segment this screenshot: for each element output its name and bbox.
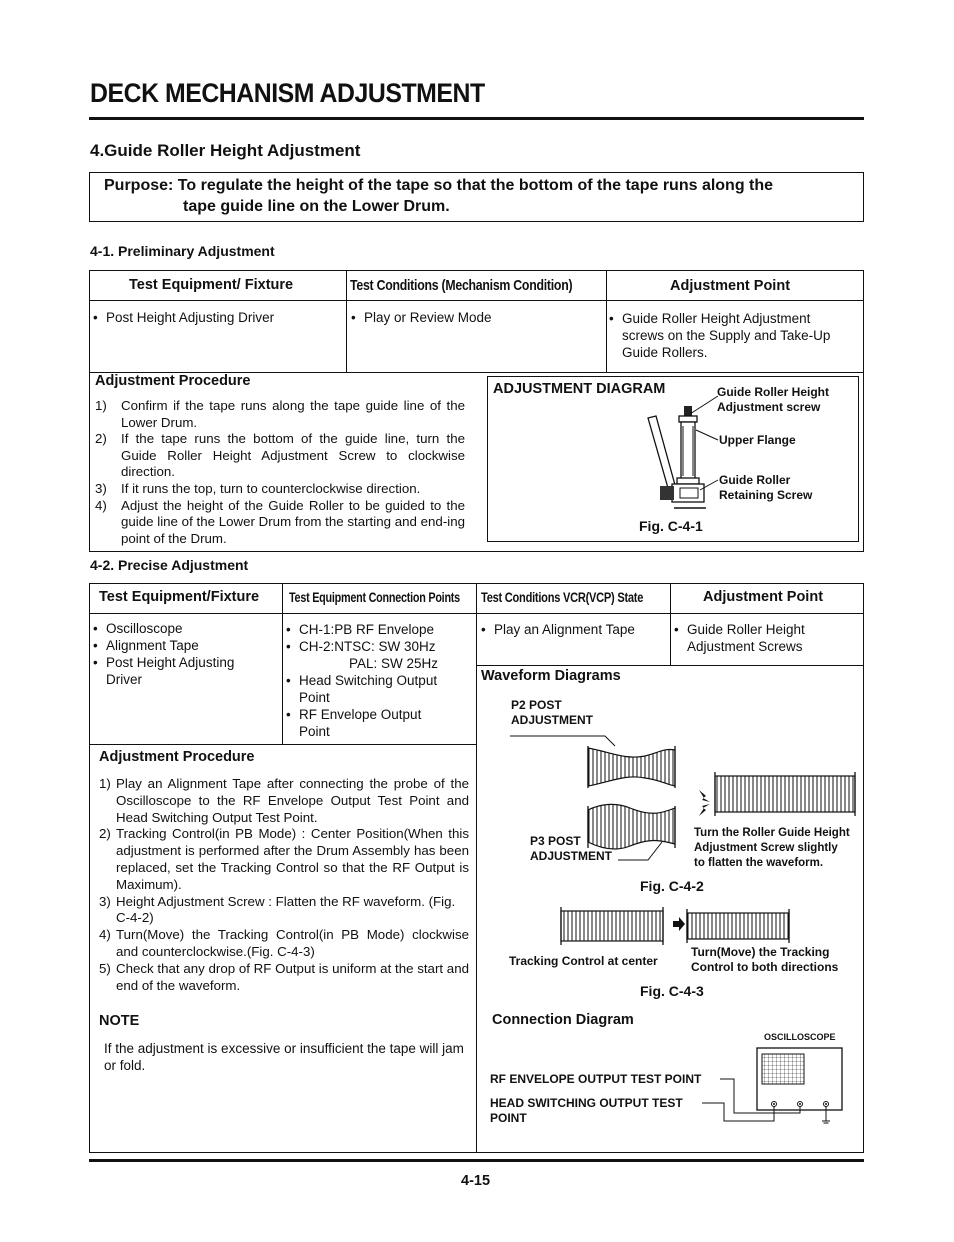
waveform-title: Waveform Diagrams bbox=[481, 668, 621, 684]
footer-rule bbox=[89, 1159, 864, 1162]
list-item: 1) Play an Alignment Tape after connecting the probe of the Oscilloscope to the RF Envelope Output Test Point and Head Switching Output Test Point. bbox=[99, 776, 469, 825]
waveform-center bbox=[561, 911, 663, 941]
list-item: • CH-2:NTSC: SW 30Hz PAL: SW 25Hz bbox=[286, 638, 471, 672]
fig-c-4-2: Fig. C-4-2 bbox=[640, 878, 704, 894]
precise-procedure-list bbox=[99, 776, 469, 994]
title-rule bbox=[89, 117, 864, 120]
list-item: 5) Check that any drop of RF Output is uniform at the start and end of the waveform. bbox=[99, 960, 469, 993]
prelim-col1-list bbox=[93, 309, 338, 326]
purpose-line1: Purpose: To regulate the height of the tape so that the bottom of the tape runs along the bbox=[104, 177, 774, 194]
lever-arm bbox=[648, 416, 675, 488]
adjust-screw bbox=[684, 406, 692, 416]
list-item: • Guide Roller Height Adjustment Screws bbox=[674, 621, 827, 655]
connection-title: Connection Diagram bbox=[492, 1012, 634, 1028]
list-item: 3) If it runs the top, turn to counterclockwise direction. bbox=[95, 480, 421, 496]
tracking-waveform-drawing bbox=[555, 905, 795, 947]
lower-flange bbox=[677, 478, 699, 484]
adjustment-diagram-title: ADJUSTMENT DIAGRAM bbox=[493, 381, 666, 397]
p2-label: P2 POST ADJUSTMENT bbox=[511, 698, 594, 727]
label-retaining-screw: Guide Roller Retaining Screw bbox=[719, 473, 813, 502]
list-item: • Guide Roller Height Adjustment screws on the Supply and Take-Up Guide Rollers. bbox=[609, 310, 854, 361]
list-item: • CH-1:PB RF Envelope bbox=[286, 621, 471, 638]
prelim-heading: 4-1. Preliminary Adjustment bbox=[90, 243, 275, 259]
arrow-right-icon bbox=[673, 917, 685, 931]
precise-col4-header: Adjustment Point bbox=[703, 589, 824, 605]
tracking-center-label: Tracking Control at center bbox=[509, 954, 658, 968]
list-item: 3) Height Adjustment Screw : Flatten the RF waveform. (Fig. C-4-2) bbox=[99, 893, 456, 926]
waveform-p2 bbox=[588, 748, 675, 786]
turn-roller-note: Turn the Roller Guide Height Adjustment Screw slightly to flatten the waveform. bbox=[694, 827, 850, 869]
guide-roller-drawing bbox=[630, 380, 730, 515]
waveform-flat bbox=[715, 776, 855, 812]
precise-procedure-title: Adjustment Procedure bbox=[99, 749, 255, 765]
list-item: • RF Envelope Output Point bbox=[286, 706, 439, 740]
precise-col4-list bbox=[674, 621, 859, 655]
arrow-down-icon bbox=[699, 790, 710, 802]
purpose-line2: tape guide line on the Lower Drum. bbox=[183, 198, 450, 215]
precise-col3-list bbox=[481, 621, 666, 638]
prelim-col2-header: Test Conditions (Mechanism Condition) bbox=[350, 277, 573, 294]
section-title: 4.Guide Roller Height Adjustment bbox=[90, 141, 361, 160]
oscilloscope-label: OSCILLOSCOPE bbox=[764, 1032, 836, 1042]
list-item: 1) Confirm if the tape runs along the tape guide line of the Lower Drum. bbox=[95, 398, 465, 430]
precise-col3-header: Test Conditions VCR(VCP) State bbox=[481, 590, 644, 605]
label-upper-flange: Upper Flange bbox=[719, 433, 796, 447]
precise-col1-list bbox=[93, 620, 278, 688]
list-item: • Play or Review Mode bbox=[351, 309, 596, 326]
prelim-col3-header: Adjustment Point bbox=[670, 278, 791, 294]
prelim-col2-list bbox=[351, 309, 596, 326]
prelim-col1-header: Test Equipment/ Fixture bbox=[129, 277, 294, 293]
list-item: 4) Turn(Move) the Tracking Control(in PB Mode) clockwise and counterclockwise.(Fig. C-4-3) bbox=[99, 927, 469, 959]
arrow-up-icon bbox=[699, 804, 710, 816]
precise-col1-header: Test Equipment/Fixture bbox=[99, 589, 260, 605]
list-item: • Post Height Adjusting Driver bbox=[93, 309, 338, 326]
p3-label: P3 POST ADJUSTMENT bbox=[530, 834, 613, 863]
pal-value: PAL: SW 25Hz bbox=[349, 656, 439, 671]
tracking-turn-label: Turn(Move) the Tracking Control to both directions bbox=[691, 945, 839, 974]
label-adjust-screw: Guide Roller Height Adjustment screw bbox=[717, 385, 830, 414]
precise-col2-header: Test Equipment Connection Points bbox=[289, 590, 460, 605]
oscilloscope-drawing bbox=[700, 1045, 850, 1130]
retaining-screw bbox=[660, 486, 674, 500]
page-title: DECK MECHANISM ADJUSTMENT bbox=[90, 78, 485, 108]
list-item: 2) Tracking Control(in PB Mode) : Center Position(When this adjustment is performed after the Drum Assembly has been replaced, set the Tracking Control so that the RF Output is Maximum). bbox=[99, 826, 469, 892]
list-item: 4) Adjust the height of the Guide Roller to be guided to the guide line of the Lower Drum from the starting and end-ing point of the Drum. bbox=[95, 497, 465, 546]
fig-c-4-3: Fig. C-4-3 bbox=[640, 983, 704, 999]
fig-c-4-1: Fig. C-4-1 bbox=[639, 518, 703, 534]
prelim-col3-list bbox=[609, 310, 854, 361]
list-item: • Alignment Tape bbox=[93, 637, 278, 654]
page-number: 4-15 bbox=[461, 1173, 491, 1189]
list-item: • Oscilloscope bbox=[93, 620, 278, 637]
list-item: • Post Height Adjusting Driver bbox=[93, 654, 246, 688]
precise-heading: 4-2. Precise Adjustment bbox=[90, 557, 249, 573]
upper-flange bbox=[679, 416, 697, 422]
note-title: NOTE bbox=[99, 1013, 140, 1029]
prelim-procedure-title: Adjustment Procedure bbox=[95, 373, 251, 389]
waveform-turned bbox=[687, 913, 789, 939]
head-switching-label: HEAD SWITCHING OUTPUT TEST POINT bbox=[490, 1096, 683, 1125]
precise-col2-list bbox=[286, 621, 471, 740]
prelim-procedure-list bbox=[95, 398, 465, 547]
list-item: • Play an Alignment Tape bbox=[481, 621, 666, 638]
list-item: • Head Switching Output Point bbox=[286, 672, 449, 706]
rf-envelope-label: RF ENVELOPE OUTPUT TEST POINT bbox=[490, 1072, 702, 1086]
note-text: If the adjustment is excessive or insufficient the tape will jam or fold. bbox=[104, 1041, 464, 1073]
oscilloscope-screen bbox=[762, 1054, 804, 1084]
list-item: 2) If the tape runs the bottom of the guide line, turn the Guide Roller Height Adjustment Screw to clockwise direction. bbox=[95, 431, 465, 480]
